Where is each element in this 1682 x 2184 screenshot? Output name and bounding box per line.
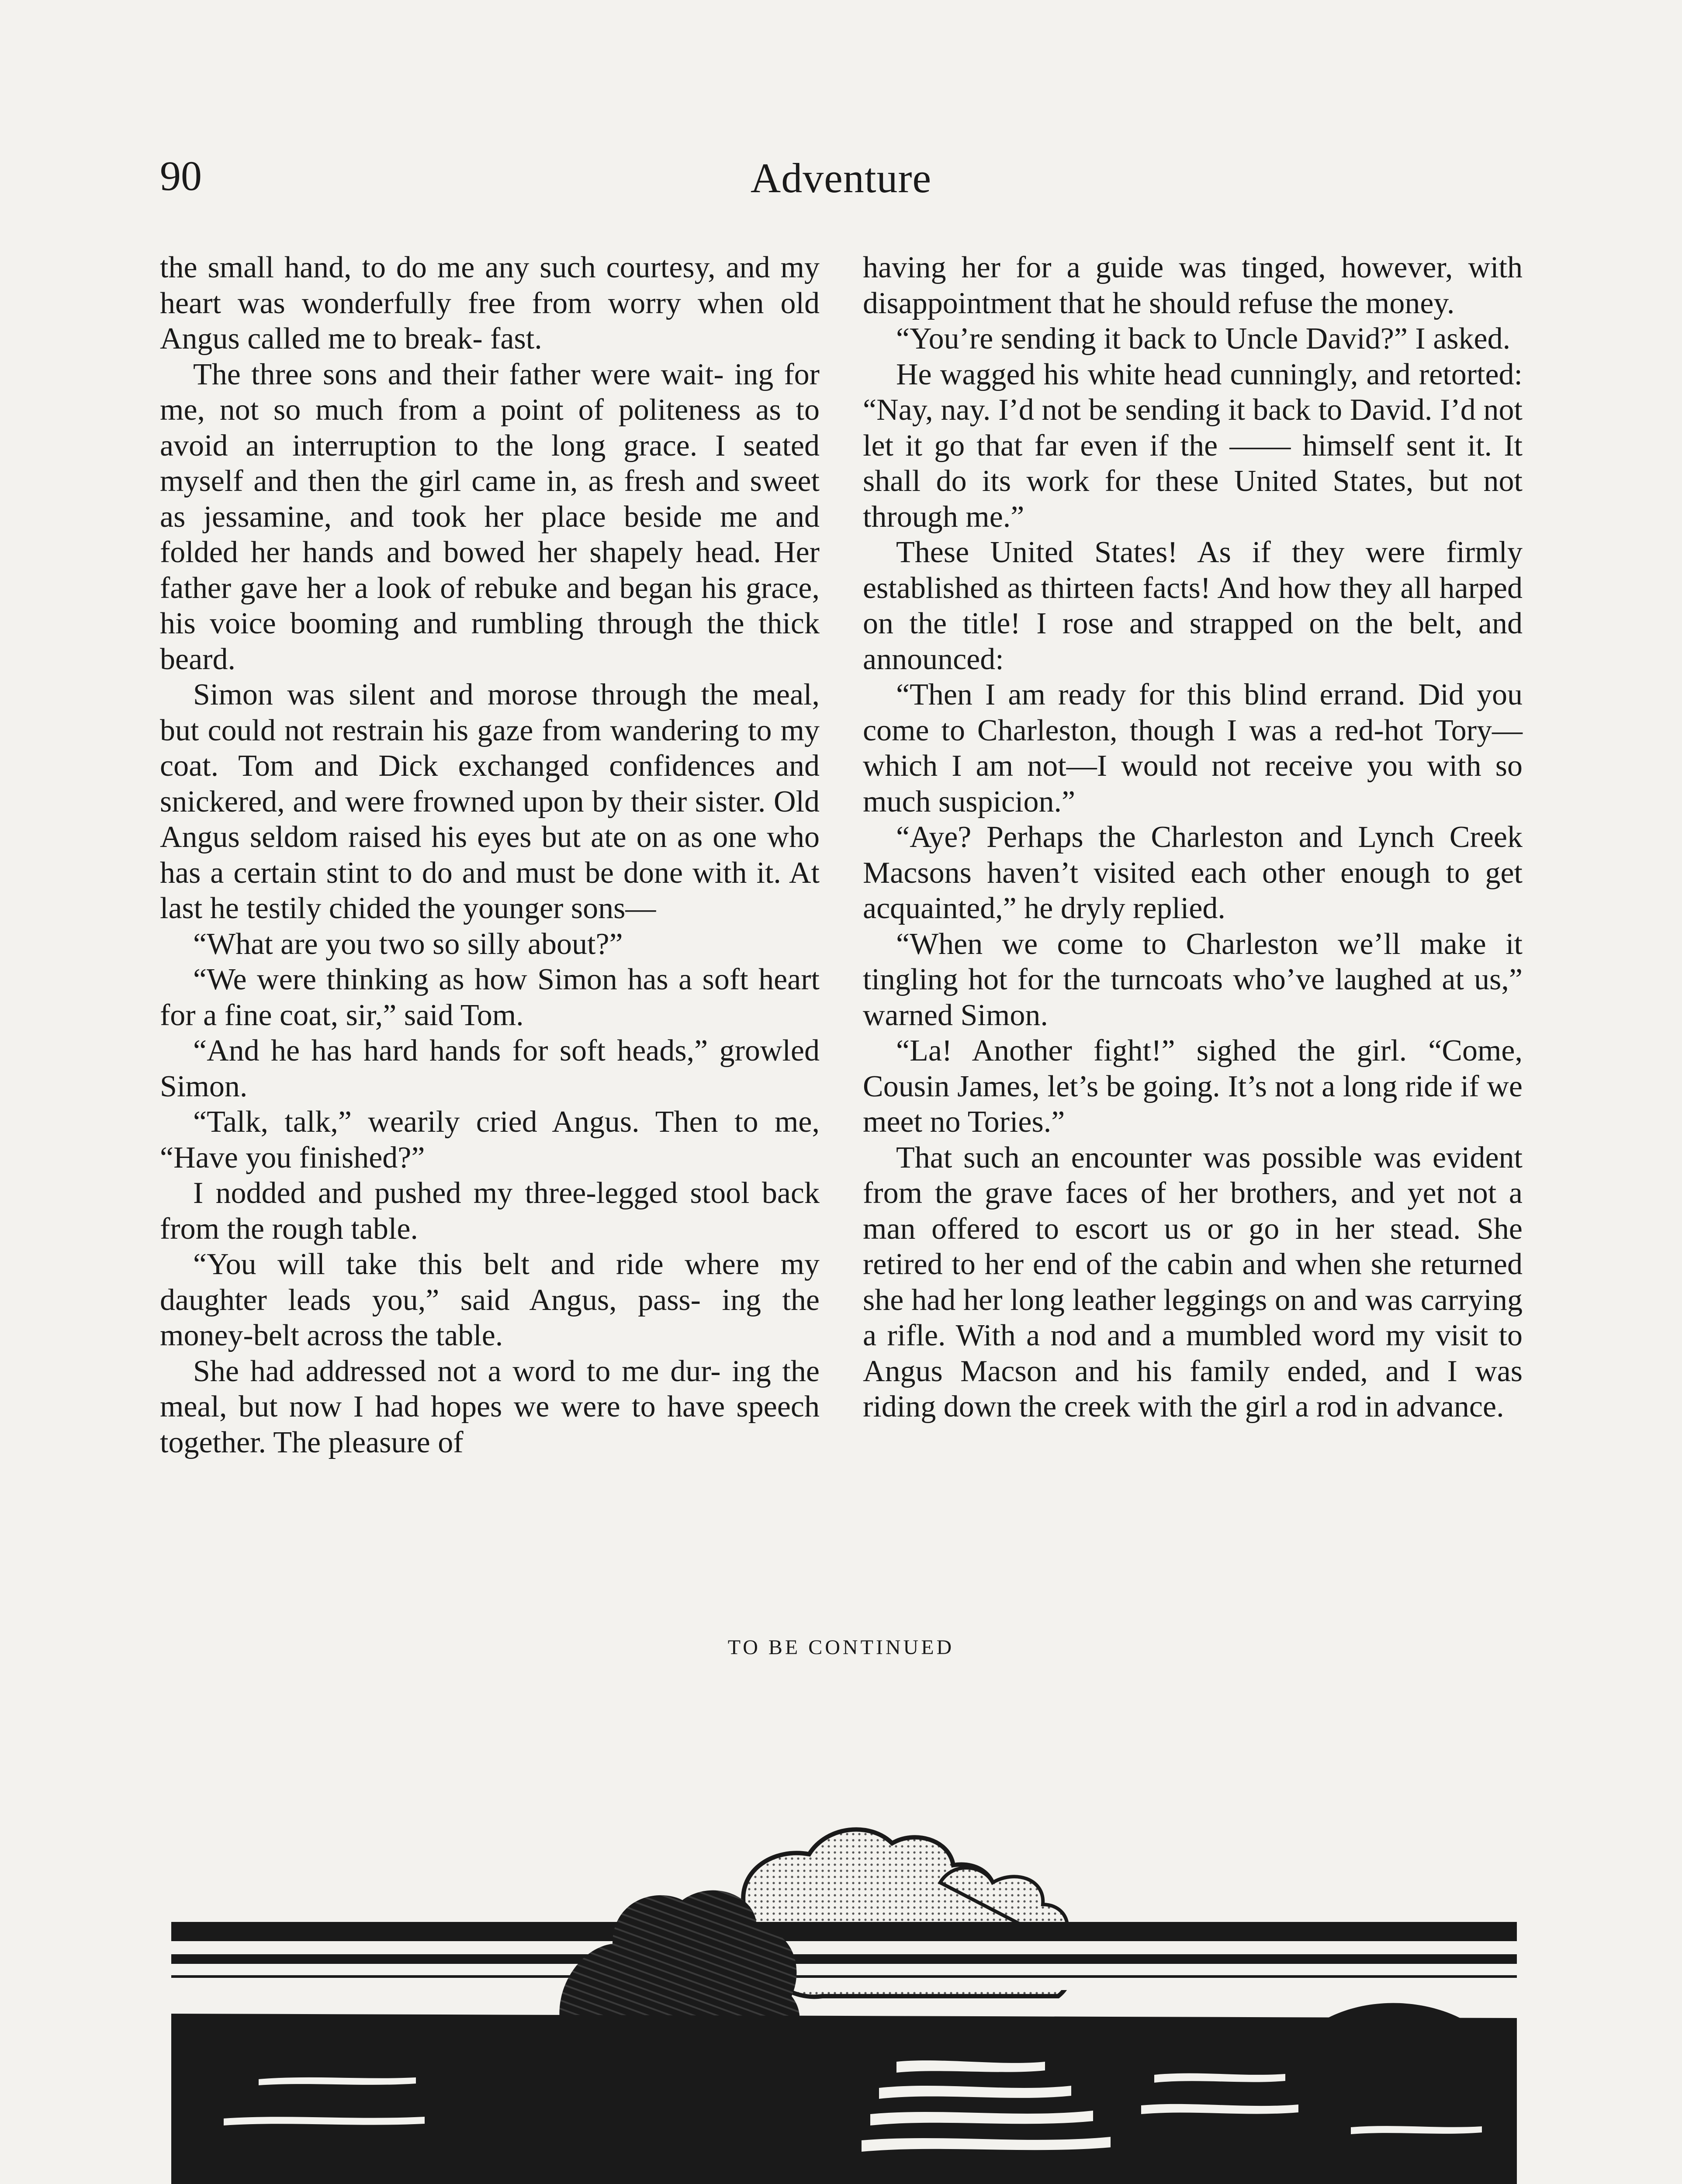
page-number: 90 bbox=[160, 152, 202, 199]
right-column bbox=[863, 250, 1523, 1425]
paragraph: “Then I am ready for this blind errand. Did you come to Charleston, though I was a red-hot Tory—which I am not—I would not receive you with so much suspicion.” bbox=[863, 678, 1523, 819]
paragraph: having her for a guide was tinged, however, with disappointment that he should refuse the money. bbox=[863, 251, 1523, 320]
paragraph: the small hand, to do me any such courtesy, and my heart was wonderfully free from worry when old Angus called me to break- fast. bbox=[160, 251, 820, 356]
running-head: Adventure bbox=[750, 155, 932, 201]
paragraph: “When we come to Charleston we’ll make it tingling hot for the turncoats who’ve laughed at us,” warned Simon. bbox=[863, 927, 1523, 1032]
paragraph: Simon was silent and morose through the meal, but could not restrain his gaze from wandering to my coat. Tom and Dick exchanged confidences and snickered, and were frowned upon by their sister. Old Angus seldom raised his eyes but ate on as one who has a certain stint to do and must be done with it. At last he testily chided the younger sons— bbox=[160, 678, 820, 925]
paragraph: “La! Another fight!” sighed the girl. “Come, Cousin James, let’s be going. It’s not a long ride if we meet no Tories.” bbox=[863, 1034, 1523, 1139]
left-column bbox=[160, 250, 820, 1460]
paragraph: He wagged his white head cunningly, and retorted: “Nay, nay. I’d not be sending it back to David. I’d not let it go that far even if the —— himself sent it. It shall do its work for these United States, but not through me.” bbox=[863, 357, 1523, 534]
to-be-continued: TO BE CONTINUED bbox=[727, 1636, 955, 1659]
paragraph: “Talk, talk,” wearily cried Angus. Then to me, “Have you finished?” bbox=[160, 1105, 820, 1175]
paragraph: “What are you two so silly about?” bbox=[193, 927, 623, 961]
paragraph: She had addressed not a word to me dur- ing the meal, but now I had hopes we were to have speech together. The pleasure of bbox=[160, 1354, 820, 1459]
paragraph: These United States! As if they were firmly established as thirteen facts! And how they all harped on the title! I rose and strapped on the belt, and announced: bbox=[863, 536, 1523, 676]
paragraph: “Aye? Perhaps the Charleston and Lynch Creek Macsons haven’t visited each other enough to get acquainted,” he dryly replied. bbox=[863, 820, 1523, 925]
paragraph: The three sons and their father were wait- ing for me, not so much from a point of politeness as to avoid an interruption to the long grace. I seated myself and then the girl came in, as fresh and sweet as jessamine, and took her place beside me and folded her hands and bowed her shapely head. Her father gave her a look of rebuke and began his grace, his voice booming and rumbling through the thick beard. bbox=[160, 357, 820, 676]
paragraph: “We were thinking as how Simon has a soft heart for a fine coat, sir,” said Tom. bbox=[160, 963, 820, 1032]
paragraph: “You will take this belt and ride where my daughter leads you,” said Angus, pass- ing the money-belt across the table. bbox=[160, 1248, 820, 1352]
paragraph: “And he has hard hands for soft heads,” growled Simon. bbox=[160, 1034, 820, 1103]
paragraph: That such an encounter was possible was evident from the grave faces of her brothers, and yet not a man offered to escort us or go in her stead. She retired to her end of the cabin and when she returned she had her long leather leggings on and was carrying a rifle. With a nod and a mumbled word my visit to Angus Macson and his family ended, and I was riding down the creek with the girl a rod in advance. bbox=[863, 1140, 1523, 1424]
paragraph: I nodded and pushed my three-legged stool back from the rough table. bbox=[160, 1176, 820, 1246]
landscape-illustration bbox=[171, 1813, 1517, 2184]
paragraph: “You’re sending it back to Uncle David?” I asked. bbox=[896, 322, 1511, 356]
ground-shape bbox=[171, 2014, 1517, 2184]
